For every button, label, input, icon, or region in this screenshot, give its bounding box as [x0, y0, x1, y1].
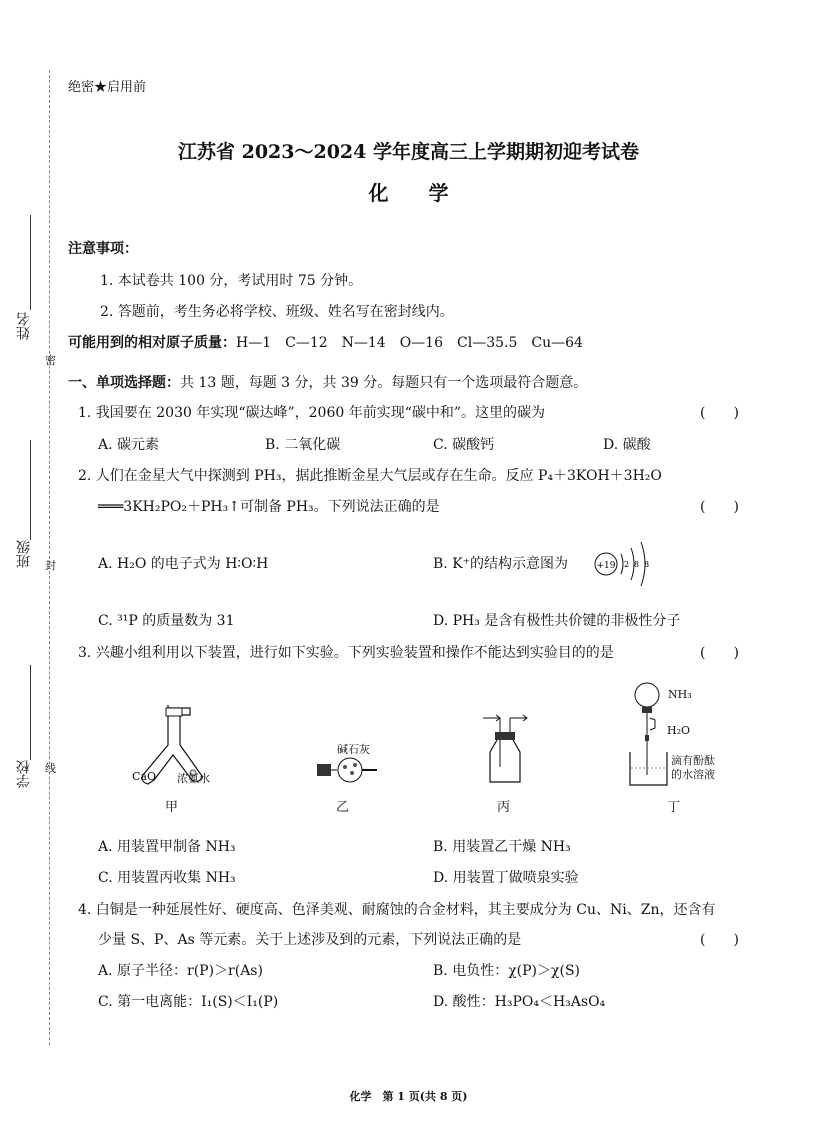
q3-option-d: D. 用装置丁做喷泉实验 [433, 870, 579, 886]
label-cao: CaO [132, 770, 156, 783]
seal-char-feng: 封 [45, 559, 56, 572]
q2-answer-paren: ( ) [700, 499, 739, 515]
secret-label: 绝密★启用前 [68, 80, 147, 95]
q2-option-d: D. PH₃ 是含有极性共价键的非极性分子 [433, 613, 681, 629]
label-concentrated-ammonia: 浓氨水 [177, 772, 210, 785]
fig-label-ding: 丁 [667, 800, 681, 815]
q3-option-c: C. 用装置丙收集 NH₃ [98, 870, 236, 886]
page-footer: 化学 第 1 页(共 8 页) [349, 1090, 468, 1103]
q4-stem-line2: 少量 S、P、As 等元素。关于上述涉及到的元素，下列说法正确的是 [98, 932, 522, 948]
notice-item-2: 2. 答题前，考生务必将学校、班级、姓名写在密封线内。 [100, 304, 454, 320]
atomic-mass-label: 可能用到的相对原子质量： [68, 335, 236, 351]
q4-option-a: A. 原子半径：r(P)＞r(As) [98, 963, 263, 979]
k-shell-1: 2 [624, 560, 630, 569]
q1-option-b: B. 二氧化碳 [265, 437, 341, 453]
label-nh3: NH₃ [668, 688, 692, 701]
q1-option-d: D. 碳酸 [603, 437, 651, 453]
q2-stem-line1: 2. 人们在金星大气中探测到 PH₃，据此推断金星大气层或存在生命。反应 P₄＋3KOH＋3H₂O [78, 468, 662, 484]
q1-answer-paren: ( ) [700, 405, 739, 421]
seal-char-mi: 密 [45, 354, 56, 367]
k-nucleus-charge: +19 [596, 561, 616, 571]
q4-answer-paren: ( ) [700, 932, 739, 948]
school-label: 学校 [16, 760, 32, 788]
q4-stem-line1: 4. 白铜是一种延展性好、硬度高、色泽美观、耐腐蚀的合金材料，其主要成分为 Cu、Ni、Zn，还含有 [78, 902, 716, 918]
label-h2o: H₂O [667, 724, 691, 737]
fig-label-bing: 丙 [497, 800, 511, 815]
exam-title: 江苏省 2023～2024 学年度高三上学期期初迎考试卷 [178, 141, 639, 163]
q2-option-a: A. H₂O 的电子式为 H∶O∶H [98, 556, 269, 572]
seal-char-xian: 线 [45, 762, 56, 775]
fig-label-yi: 乙 [336, 800, 350, 815]
name-fill-line [30, 215, 31, 310]
class-label: 班级 [16, 540, 32, 568]
notice-heading: 注意事项： [68, 241, 138, 257]
q3-answer-paren: ( ) [700, 645, 739, 661]
q1-option-c: C. 碳酸钙 [433, 437, 495, 453]
label-soda-lime: 碱石灰 [337, 743, 370, 756]
q1-option-a: A. 碳元素 [98, 437, 160, 453]
q3-option-a: A. 用装置甲制备 NH₃ [98, 839, 236, 855]
notice-item-1: 1. 本试卷共 100 分，考试用时 75 分钟。 [100, 273, 363, 289]
q2-option-b: B. K⁺的结构示意图为 [433, 556, 569, 572]
exam-subject: 化学 [368, 181, 489, 205]
label-phenolphthalein-2: 的水溶液 [671, 768, 715, 781]
q3-option-b: B. 用装置乙干燥 NH₃ [433, 839, 571, 855]
school-fill-line [30, 665, 31, 760]
k-shell-2: 8 [634, 560, 640, 569]
section-heading: 一、单项选择题： [68, 375, 180, 391]
q1-stem: 1. 我国要在 2030 年实现“碳达峰”，2060 年前实现“碳中和”。这里的碳为 [78, 405, 546, 421]
q4-option-b: B. 电负性：χ(P)＞χ(S) [433, 963, 581, 979]
q4-option-c: C. 第一电离能：I₁(S)＜I₁(P) [98, 994, 279, 1010]
q3-stem: 3. 兴趣小组利用以下装置，进行如下实验。下列实验装置和操作不能达到实验目的的是 [78, 645, 614, 661]
section-instruction: 共 13 题，每题 3 分，共 39 分。每题只有一个选项最符合题意。 [180, 375, 588, 391]
q4-option-d: D. 酸性：H₃PO₄＜H₃AsO₄ [433, 994, 606, 1010]
k-shell-3: 8 [644, 560, 650, 569]
apparatus-yi-drying-tube [315, 755, 385, 785]
name-label: 姓名 [16, 312, 32, 340]
fig-label-jia: 甲 [165, 800, 179, 815]
k-ion-structure-diagram [590, 534, 660, 594]
class-fill-line [30, 440, 31, 540]
atomic-mass-values: H—1 C—12 N—14 O—16 Cl—35.5 Cu—64 [236, 335, 583, 351]
q2-option-c: C. ³¹P 的质量数为 31 [98, 613, 235, 629]
apparatus-bing-gas-bottle [475, 712, 535, 787]
q2-stem-line2: ═══3KH₂PO₂＋PH₃↑可制备 PH₃。下列说法正确的是 [98, 499, 440, 515]
label-phenolphthalein-1: 滴有酚酞 [671, 754, 715, 767]
